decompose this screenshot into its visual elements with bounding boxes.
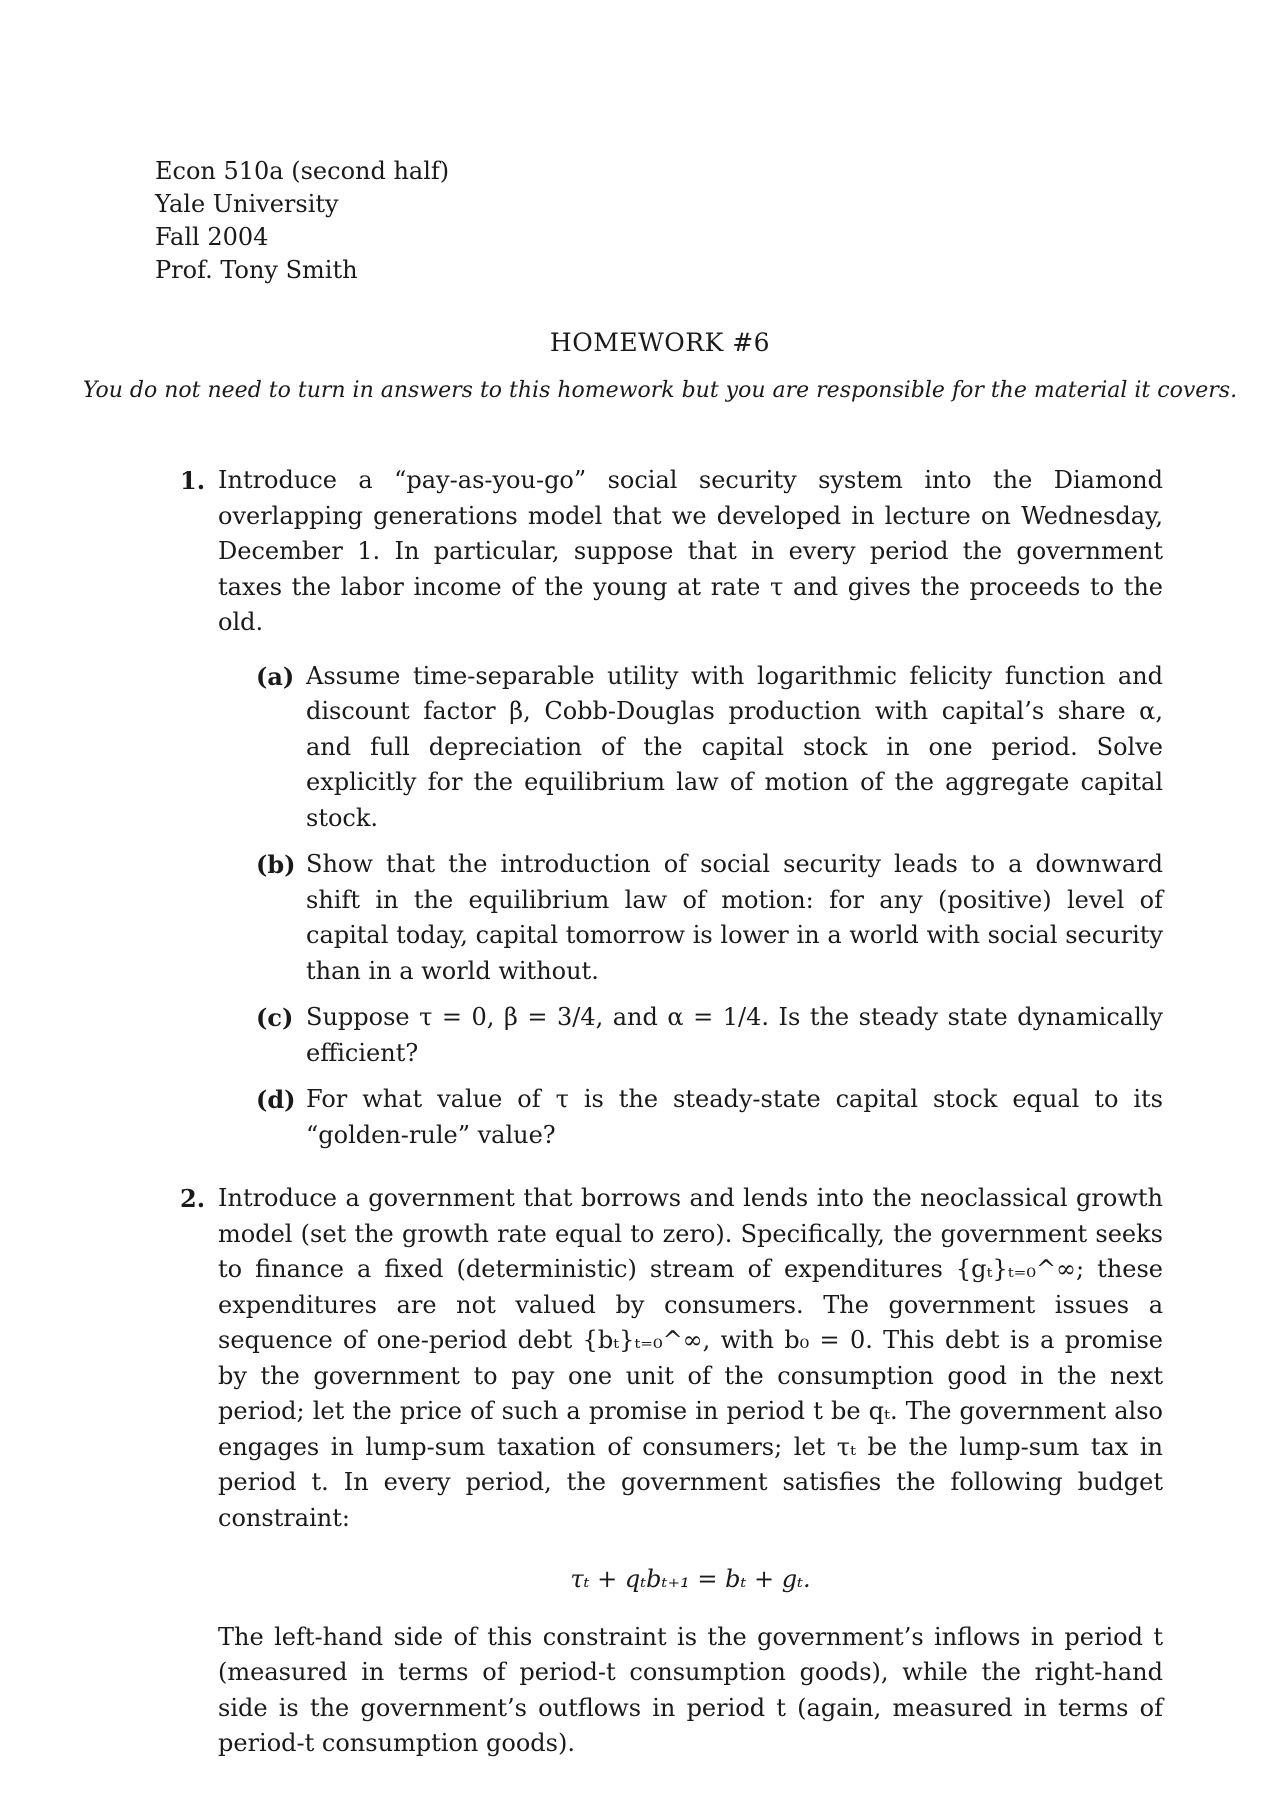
page-subtitle: You do not need to turn in answers to this homework but you are responsible for the material it covers. [82, 378, 1238, 403]
problem-part-b [256, 847, 1163, 989]
problem-part-d [256, 1082, 1163, 1153]
part-text: Assume time-separable utility with logarithmic felicity function and discount factor β, Cobb-Douglas production with capital’s share α, and full depreciation of the capital stock in one period. Solve explicitly for the equilibrium law of motion of the aggregate capital stock. [306, 661, 1163, 832]
problem-number: 2. [180, 1184, 206, 1213]
professor-name: Prof. Tony Smith [155, 256, 358, 284]
university-name: Yale University [155, 190, 339, 218]
problems-list [180, 463, 1163, 1762]
problem-2 [180, 1181, 1163, 1762]
problem-number: 1. [180, 466, 206, 495]
term: Fall 2004 [155, 223, 269, 251]
course-header [155, 155, 449, 287]
problem-parts [256, 659, 1163, 1154]
problem-text-continued: The left-hand side of this constraint is the government’s inflows in period t (measured in terms of period-t consumption goods), while the right-hand side is the government’s outflows in period t (again, measured in terms of period-t consumption goods). [218, 1622, 1163, 1757]
page-title: HOMEWORK #6 [549, 328, 771, 357]
problem-part-a [256, 659, 1163, 837]
problem-text: Introduce a government that borrows and lends into the neoclassical growth model (set the growth rate equal to zero). Specifically, the government seeks to finance a fixed (deterministic) stream of expenditures {gₜ}ₜ₌₀^∞; these expenditures are not valued by consumers. The government issues a sequence of one-period debt {bₜ}ₜ₌₀^∞, with b₀ = 0. This debt is a promise by the government to pay one unit of the consumption good in the next period; let the price of such a promise in period t be qₜ. The government also engages in lump-sum taxation of consumers; let τₜ be the lump-sum tax in period t. In every period, the government satisfies the following budget constraint: [218, 1184, 1163, 1532]
part-text: Show that the introduction of social security leads to a downward shift in the equilibrium law of motion: for any (positive) level of capital today, capital tomorrow is lower in a world with social security than in a world without. [306, 850, 1163, 985]
problem-1 [180, 463, 1163, 1153]
part-text: Suppose τ = 0, β = 3/4, and α = 1/4. Is the steady state dynamically efficient? [306, 1003, 1163, 1067]
part-label: (d) [256, 1085, 296, 1114]
part-label: (b) [256, 850, 296, 879]
budget-constraint-equation: τₜ + qₜbₜ₊₁ = bₜ + gₜ. [570, 1565, 811, 1593]
problem-part-c [256, 1000, 1163, 1071]
part-label: (a) [256, 661, 295, 691]
part-text: For what value of τ is the steady-state capital stock equal to its “golden-rule” value? [306, 1085, 1163, 1149]
problem-text: Introduce a “pay-as-you-go” social security system into the Diamond overlapping generations model that we developed in lecture on Wednesday, December 1. In particular, suppose that in every period the government taxes the labor income of the young at rate τ and gives the proceeds to the old. [218, 466, 1163, 636]
part-label: (c) [256, 1003, 294, 1032]
course-name: Econ 510a (second half) [155, 157, 450, 185]
